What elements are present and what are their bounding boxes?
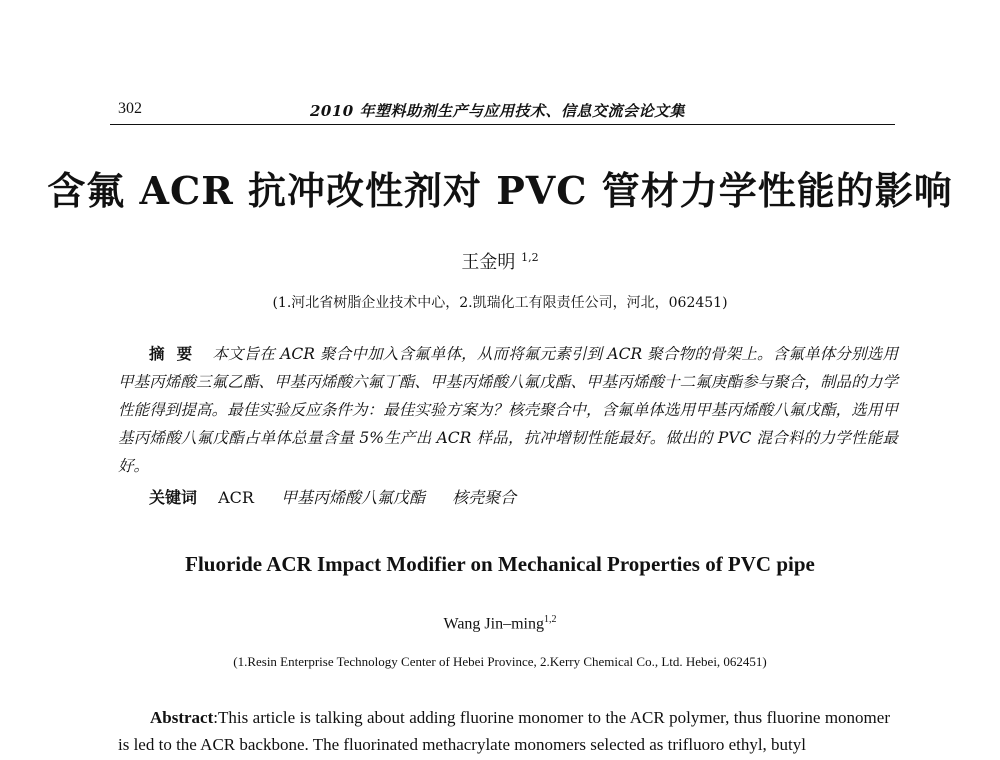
abstract-chinese — [118, 340, 898, 480]
author-chinese — [0, 248, 1000, 274]
author-name-chinese: 王金明 — [461, 252, 516, 273]
paper-title-english: Fluoride ACR Impact Modifier on Mechanical Properties of PVC pipe — [185, 552, 815, 576]
abstract-english — [118, 704, 890, 758]
running-header — [110, 98, 895, 125]
page-number: 302 — [118, 100, 142, 117]
affiliation-english: (1.Resin Enterprise Technology Center of Hebei Province, 2.Kerry Chemical Co., Ltd. Hebei, 062451) — [233, 654, 767, 669]
paper-title-chinese: 含氟 ACR 抗冲改性剂对 PVC 管材力学性能的影响 — [47, 168, 953, 213]
keywords-chinese — [149, 485, 538, 508]
affiliation-chinese: (1.河北省树脂企业技术中心，2.凯瑞化工有限责任公司，河北，062451) — [272, 295, 728, 311]
abstract-text-chinese: 本文旨在 ACR 聚合中加入含氟单体，从而将氟元素引到 ACR 聚合物的骨架上。含氟单体分别选用甲基丙烯酸三氟乙酯、甲基丙烯酸六氟丁酯、甲基丙烯酸八氟戊酯、甲基丙烯酸十二氟庚酯参与聚合，制品的力学性能得到提高。最佳实验反应条件为：最佳实验方案为？核壳聚合中，含氟单体选用甲基丙烯酸八氟戊酯，选用甲基丙烯酸八氟戊酯占单体总量含量 5%生产出 ACR 样品，抗冲增韧性能最好。做出的 PVC 混合料的力学性能最好。 — [118, 345, 898, 475]
abstract-label-chinese: 摘要 — [149, 344, 205, 363]
abstract-text-english: :This article is talking about adding fluorine monomer to the ACR polymer, thus fluorine monomer is led to the ACR backbone. The fluorinated methacrylate monomers selected as trifluoro ethyl, butyl — [118, 708, 890, 754]
keyword-item: 甲基丙烯酸八氟戊酯 — [281, 488, 426, 507]
author-english — [0, 614, 1000, 633]
author-affiliation-mark: 1,2 — [521, 251, 539, 264]
keyword-item: 核壳聚合 — [452, 488, 517, 507]
author-name-english: Wang Jin–ming — [443, 615, 544, 633]
author-affiliation-mark-english: 1,2 — [543, 614, 557, 625]
abstract-label-english: Abstract — [150, 708, 214, 727]
keywords-label: 关键词 — [149, 488, 198, 507]
keyword-item: ACR — [218, 488, 254, 507]
journal-title: 2010 年塑料助剂生产与应用技术、信息交流会论文集 — [310, 102, 685, 120]
